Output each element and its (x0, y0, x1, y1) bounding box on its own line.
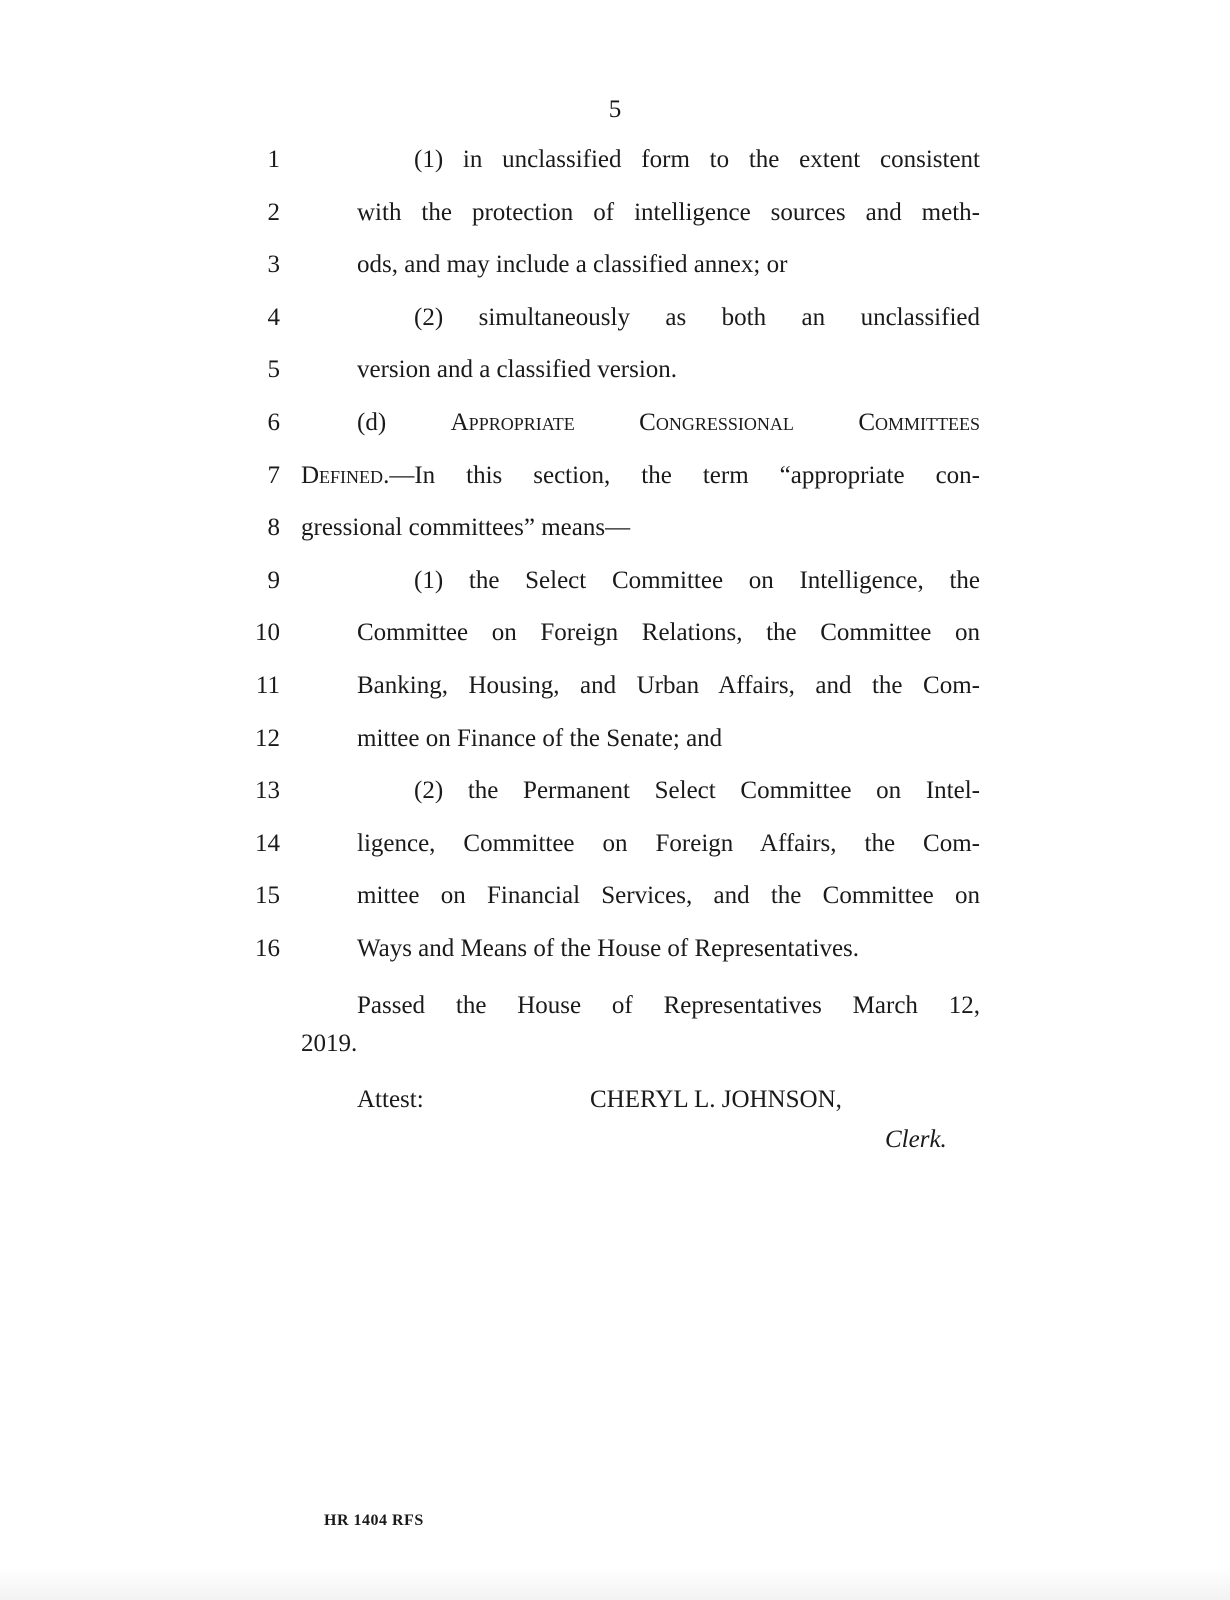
line-number: 10 (255, 619, 280, 646)
text-segment: (1) in unclassified form to the extent consistent (414, 146, 980, 173)
bill-line (0, 508, 1230, 548)
bill-line (0, 140, 1230, 180)
bill-line (0, 929, 1230, 969)
bill-line (0, 666, 1230, 706)
text-segment: ods, and may include a classified annex; or (357, 251, 788, 278)
bill-line (0, 245, 1230, 285)
line-text (301, 456, 980, 496)
line-text (414, 140, 980, 180)
line-number: 3 (267, 251, 280, 278)
attest-label: Attest: (357, 1086, 424, 1113)
text-segment: with the protection of intelligence sources and meth- (357, 199, 980, 226)
bill-line (0, 193, 1230, 233)
line-number: 11 (255, 672, 280, 699)
text-segment: (2) the Permanent Select Committee on Intel- (414, 777, 980, 804)
line-number: 6 (267, 409, 280, 436)
text-segment: Ways and Means of the House of Representatives. (357, 935, 860, 962)
bill-line (0, 824, 1230, 864)
bill-line (0, 350, 1230, 390)
line-text (357, 876, 980, 916)
line-number: 5 (267, 356, 280, 383)
bill-line (0, 613, 1230, 653)
line-number: 14 (255, 830, 280, 857)
text-segment: .—In this section, the term “appropriate con- (383, 462, 980, 489)
line-text (357, 403, 980, 443)
text-segment: Committee on Foreign Relations, the Committee on (357, 619, 980, 646)
line-text (357, 193, 980, 233)
line-number: 8 (267, 514, 280, 541)
small-caps-heading: Appropriate Congressional Committees (450, 409, 980, 436)
line-text (357, 929, 980, 969)
line-number: 4 (267, 304, 280, 331)
line-text (357, 719, 980, 759)
bill-line (0, 403, 1230, 443)
line-text (301, 508, 980, 548)
bill-line (0, 719, 1230, 759)
bill-line (0, 298, 1230, 338)
line-number: 2 (267, 199, 280, 226)
line-number: 9 (267, 567, 280, 594)
line-text (414, 298, 980, 338)
line-number: 15 (255, 882, 280, 909)
line-text (357, 824, 980, 864)
text-segment: (d) (357, 409, 451, 436)
text-segment: (1) the Select Committee on Intelligence, the (414, 567, 980, 594)
line-text (414, 561, 980, 601)
line-text (357, 245, 980, 285)
clerk-name: CHERYL L. JOHNSON, (590, 1086, 842, 1113)
bill-line (0, 876, 1230, 916)
text-segment: Banking, Housing, and Urban Affairs, and the Com- (357, 672, 980, 699)
text-segment: mittee on Financial Services, and the Committee on (357, 882, 980, 909)
text-segment: version and a classified version. (357, 356, 678, 383)
line-number: 12 (255, 725, 280, 752)
small-caps-heading: Defined (301, 462, 384, 489)
line-text (357, 613, 980, 653)
passage-year: 2019. (301, 1030, 358, 1057)
line-number: 13 (255, 777, 280, 804)
bill-line (0, 561, 1230, 601)
text-segment: gressional committees” means— (301, 514, 631, 541)
line-number: 1 (267, 146, 280, 173)
line-number: 16 (255, 935, 280, 962)
text-segment: (2) simultaneously as both an unclassified (414, 304, 980, 331)
line-text (414, 771, 980, 811)
text-segment: ligence, Committee on Foreign Affairs, the Com- (357, 830, 980, 857)
bill-line (0, 456, 1230, 496)
page-bottom-edge (0, 1566, 1230, 1600)
bill-identifier-footer: HR 1404 RFS (324, 1512, 424, 1529)
line-text (357, 666, 980, 706)
clerk-title: Clerk. (885, 1126, 947, 1153)
passage-statement: Passed the House of Representatives March 12, (357, 992, 980, 1019)
line-number: 7 (267, 462, 280, 489)
text-segment: mittee on Finance of the Senate; and (357, 725, 723, 752)
bill-line (0, 771, 1230, 811)
page-number: 5 (608, 96, 622, 123)
line-text (357, 350, 980, 390)
